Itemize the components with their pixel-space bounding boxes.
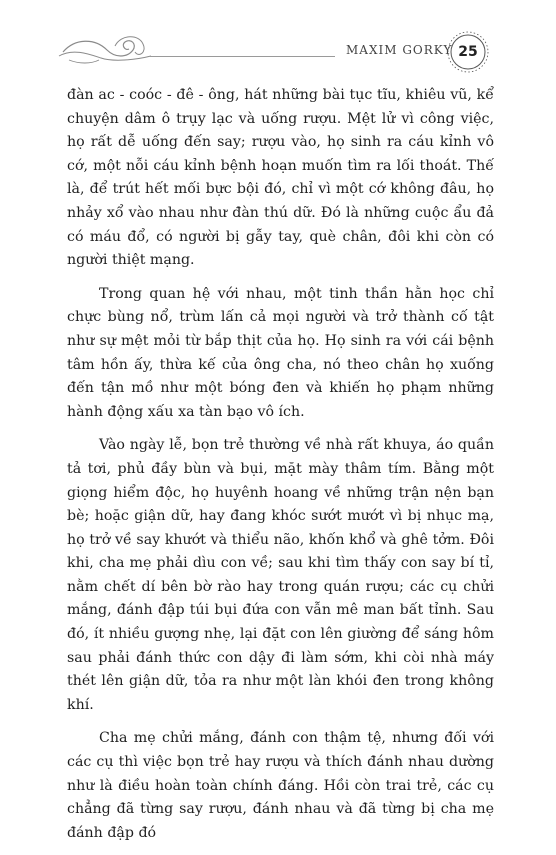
page-header	[0, 0, 556, 80]
paragraph-2: Trong quan hệ với nhau, một tinh thần hằn học chỉ chực bùng nổ, trùm lấn cả mọi người và trở thành cố tật như sự mệt mỏi từ bắp thịt của họ. Họ sinh ra với cái bệnh tâm hồn ấy, thừa kế của ông cha, nó theo chân họ xuống đến tận mồ như một bóng đen và khiến họ phạm những hành động xấu xa tàn bạo vô ích.	[67, 285, 494, 420]
flourish-ornament-icon	[55, 30, 175, 70]
body-text	[67, 84, 494, 855]
paragraph-3: Vào ngày lễ, bọn trẻ thường về nhà rất khuya, áo quần tả tơi, phủ đầy bùn và bụi, mặt mày thâm tím. Bằng một giọng hiểm độc, họ huyênh hoang về những trận nện bạn bè; hoặc giận dữ, hay đang khóc sướt mướt vì bị nhục mạ, họ trở về say khướt và thiểu não, khốn khổ và ghê tởm. Đôi khi, cha mẹ phải dìu con về; sau khi tìm thấy con say bí tỉ, nằm chết dí bên bờ rào hay trong quán rượu; các cụ chửi mắng, đánh đập túi bụi đứa con vẫn mê man bất tỉnh. Sau đó, ít nhiều gượng nhẹ, lại đặt con lên giường để sáng hôm sau phải đánh thức con dậy đi làm sớm, khi còi nhà máy thét lên giận dữ, tỏa ra như một làn khói đen trong không khí.	[67, 437, 494, 713]
paragraph-4: Cha mẹ chửi mắng, đánh con thậm tệ, nhưng đối với các cụ thì việc bọn trẻ hay rượu và thích đánh nhau dường như là điều hoàn toàn chính đáng. Hồi còn trai trẻ, các cụ chẳng đã từng say rượu, đánh nhau và đã từng bị cha mẹ đánh đập đó	[67, 730, 494, 841]
page-number: 25	[458, 44, 478, 60]
header-rule	[150, 56, 335, 57]
running-header-author: MAXIM GORKY	[346, 43, 453, 57]
paragraph-1: đàn ac - coóc - đê - ông, hát những bài tục tĩu, khiêu vũ, kể chuyện dâm ô trụy lạc và uống rượu. Mệt lử vì công việc, họ rất dễ uống đến say; rượu vào, họ sinh ra cáu kỉnh vô cớ, một nỗi cáu kỉnh bệnh hoạn muốn tìm ra lối thoát. Thế là, để trút hết mối bực bội đó, chỉ vì một cớ không đâu, họ nhảy xổ vào nhau như đàn thú dữ. Đó là những cuộc ẩu đả có máu đổ, có người bị gẫy tay, què chân, đôi khi còn có người thiệt mạng.	[67, 87, 494, 269]
page-number-badge	[446, 30, 490, 74]
